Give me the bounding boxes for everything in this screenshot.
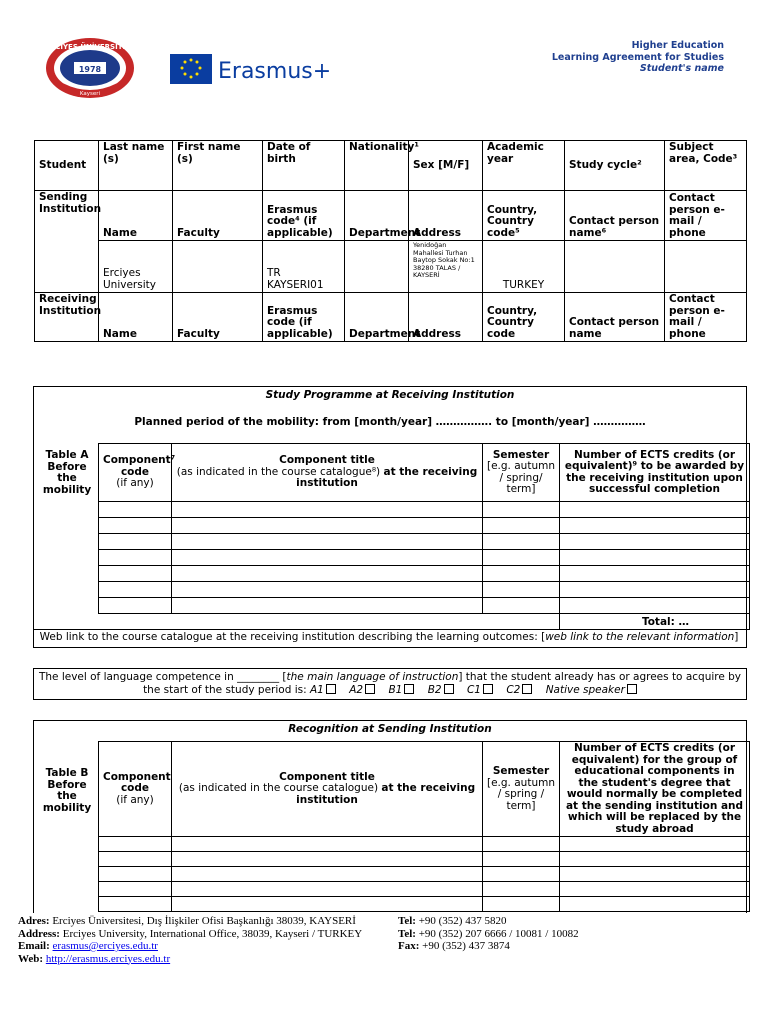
sending-col-country: Country, Country code⁵	[483, 191, 565, 241]
table-b-row-5-semester[interactable]	[483, 897, 560, 912]
table-a-col-ects: Number of ECTS credits (or equivalent)⁹ to be awarded by the receiving institution upon successful completion	[560, 444, 750, 502]
level-b1-label: B1	[388, 684, 403, 696]
table-b-col-title-note: (as indicated in the course catalogue)	[178, 782, 379, 795]
receiving-col-country: Country, Country code	[483, 293, 565, 342]
table-b-row-2-ects[interactable]	[560, 852, 750, 867]
table-b-col-code-label: Component code	[103, 770, 171, 795]
table-a-col-title	[172, 444, 483, 502]
footer-tel2: +90 (352) 207 6666 / 10081 / 10082	[418, 927, 579, 940]
sending-contact-name-value	[565, 241, 665, 293]
language-text-1: The level of language competence in ________ [	[38, 671, 287, 683]
table-a-row-2-semester[interactable]	[483, 518, 560, 534]
table-b-col-title-label: Component title	[279, 770, 375, 783]
table-a-col-code	[99, 444, 176, 502]
table-b-row-5-ects[interactable]	[560, 897, 750, 912]
level-a1-checkbox[interactable]	[326, 684, 336, 694]
sending-col-faculty: Faculty	[173, 191, 263, 241]
level-b2-label: B2	[427, 684, 442, 696]
level-a2-label: A2	[349, 684, 364, 696]
table-a-row-7-ects[interactable]	[560, 598, 750, 614]
table-b-row-1-semester[interactable]	[483, 837, 560, 852]
svg-text:Kayseri: Kayseri	[79, 91, 101, 97]
table-a-row-3-code[interactable]	[99, 534, 172, 550]
svg-text:1978: 1978	[78, 65, 102, 74]
student-info-table	[34, 140, 747, 342]
footer-address-label: Address:	[18, 927, 60, 940]
footer-email-label: Email:	[18, 940, 50, 952]
sending-contact-email-value	[665, 241, 747, 293]
sending-name-value: Erciyes University	[99, 241, 173, 293]
table-a-row-3-semester[interactable]	[483, 534, 560, 550]
level-b2-checkbox[interactable]	[444, 684, 454, 694]
svg-text:ERCİYES ÜNİVERSİTESİ: ERCİYES ÜNİVERSİTESİ	[45, 43, 135, 51]
sending-country-value: TURKEY	[483, 241, 565, 293]
table-a-row-5-semester[interactable]	[483, 566, 560, 582]
footer-web-link[interactable]: http://erasmus.erciyes.edu.tr	[45, 952, 171, 965]
sending-institution-label: Sending Institution	[35, 191, 99, 293]
table-b	[98, 741, 750, 912]
table-b-row-2-title[interactable]	[172, 852, 483, 867]
table-a-row-4-code[interactable]	[99, 550, 172, 566]
table-a-row-7-code[interactable]	[99, 598, 172, 614]
table-b-col-semester	[483, 742, 560, 837]
language-line-2	[34, 684, 746, 696]
receiving-col-address: Address	[409, 293, 483, 342]
footer-tel2-label: Tel:	[398, 927, 416, 940]
receiving-col-department: Department	[345, 293, 409, 342]
sending-col-contact-name: Contact person name⁶	[565, 191, 665, 241]
footer-left	[18, 915, 398, 965]
level-b1-checkbox[interactable]	[404, 684, 414, 694]
table-a-row-1-ects[interactable]	[560, 502, 750, 518]
language-line-1	[34, 671, 746, 683]
table-a-row-7-title[interactable]	[172, 598, 483, 614]
footer-adres: Erciyes Üniversitesi, Dış İlişkiler Ofisi Başkanlığı 38039, KAYSERİ	[52, 915, 356, 927]
table-b-row-1-ects[interactable]	[560, 837, 750, 852]
footer-right	[398, 915, 658, 953]
table-a-row-2-code[interactable]	[99, 518, 172, 534]
table-a-row-6-semester[interactable]	[483, 582, 560, 598]
footer-web-label: Web:	[18, 952, 44, 965]
footer-email-link[interactable]: erasmus@erciyes.edu.tr	[52, 940, 158, 952]
table-b-col-semester-note: [e.g. autumn / spring / term]	[487, 776, 555, 812]
table-a-row-3-title[interactable]	[172, 534, 483, 550]
table-a-row-3-ects[interactable]	[560, 534, 750, 550]
table-b-row-5-code[interactable]	[99, 897, 172, 912]
col-first-name: First name (s)	[173, 141, 263, 191]
table-b-row-3-ects[interactable]	[560, 867, 750, 882]
table-b-row-4-ects[interactable]	[560, 882, 750, 897]
sending-address-value: Yenidoğan Mahallesi Turhan Baytop Sokak No:1 38280 TALAS / KAYSERİ	[409, 241, 483, 293]
table-b-row-4-semester[interactable]	[483, 882, 560, 897]
header-line-2: Learning Agreement for Studies	[551, 51, 724, 63]
sending-col-name: Name	[99, 191, 173, 241]
col-nationality: Nationality¹	[345, 141, 409, 191]
level-c1-label: C1	[466, 684, 481, 696]
col-subject-area: Subject area, Code³	[665, 141, 747, 191]
table-b-row-1-title[interactable]	[172, 837, 483, 852]
table-b-row-4-code[interactable]	[99, 882, 172, 897]
level-native-label: Native speaker	[545, 684, 625, 696]
col-last-name: Last name (s)	[99, 141, 173, 191]
header-line-3: Student's name	[639, 63, 724, 74]
sending-department-value	[345, 241, 409, 293]
table-b-col-semester-label: Semester	[492, 765, 550, 777]
sending-col-contact-email: Contact person e-mail / phone	[665, 191, 747, 241]
table-a-row-5-title[interactable]	[172, 566, 483, 582]
receiving-col-faculty: Faculty	[173, 293, 263, 342]
level-a1-label: A1	[309, 684, 324, 696]
col-study-cycle: Study cycle²	[565, 141, 665, 191]
table-b-col-title-bold: at the receiving institution	[296, 782, 476, 806]
table-b-col-title	[172, 742, 483, 837]
receiving-col-erasmus-code: Erasmus code (if applicable)	[263, 293, 345, 342]
table-a-row-6-title[interactable]	[172, 582, 483, 598]
table-a-row-1-title[interactable]	[172, 502, 483, 518]
table-a-planned-period: Planned period of the mobility: from [month/year] ……………. to [month/year] ……………	[134, 416, 646, 428]
table-b-title: Recognition at Sending Institution	[288, 723, 492, 735]
student-label: Student	[35, 141, 99, 191]
table-b-row-4-title[interactable]	[172, 882, 483, 897]
table-a-total: Total: …	[560, 614, 750, 630]
table-b-row-2-code[interactable]	[99, 852, 172, 867]
receiving-institution-label: Receiving Institution	[35, 293, 99, 342]
table-a-row-6-code[interactable]	[99, 582, 172, 598]
level-c2-label: C2	[506, 684, 521, 696]
level-c1-checkbox[interactable]	[483, 684, 493, 694]
weblink-close: ]	[734, 631, 739, 643]
table-b-side-label: Table B Before the mobility	[42, 767, 92, 814]
language-text-2: the start of the study period is:	[143, 684, 310, 696]
level-a2-checkbox[interactable]	[365, 684, 375, 694]
sending-erasmus-code-value: TR KAYSERI01	[263, 241, 345, 293]
table-b-row-3-semester[interactable]	[483, 867, 560, 882]
receiving-col-contact-email: Contact person e-mail / phone	[665, 293, 747, 342]
table-a-row-4-title[interactable]	[172, 550, 483, 566]
level-c2-checkbox[interactable]	[522, 684, 532, 694]
table-a-weblink	[33, 629, 745, 646]
footer-adres-label: Adres:	[18, 915, 50, 927]
table-a-col-title-note: (as indicated in the course catalogue⁸)	[176, 465, 381, 478]
table-a-col-code-label: Component⁷ code	[103, 454, 176, 478]
col-academic-year: Academic year	[483, 141, 565, 191]
footer-fax-label: Fax:	[398, 940, 420, 952]
table-b-row-1-code[interactable]	[99, 837, 172, 852]
col-date-of-birth: Date of birth	[263, 141, 345, 191]
footer-tel1: +90 (352) 437 5820	[418, 915, 507, 927]
table-a-row-2-title[interactable]	[172, 518, 483, 534]
svg-text:Erasmus+: Erasmus+	[218, 59, 332, 84]
table-a-row-5-ects[interactable]	[560, 566, 750, 582]
weblink-text: Web link to the course catalogue at the receiving institution describing the learning outcomes: [	[39, 631, 546, 643]
table-a-row-5-code[interactable]	[99, 566, 172, 582]
table-a-row-1-code[interactable]	[99, 502, 172, 518]
sending-col-address: Address	[409, 191, 483, 241]
table-b-row-2-semester[interactable]	[483, 852, 560, 867]
footer-fax: +90 (352) 437 3874	[422, 940, 510, 952]
table-a-title: Study Programme at Receiving Institution	[265, 389, 515, 401]
table-b-col-ects: Number of ECTS credits (or equivalent) for the group of educational components in the student's degree that would normally be completed at the sending institution and which will be replaced by the study abroad	[560, 742, 750, 837]
table-a-row-6-ects[interactable]	[560, 582, 750, 598]
sending-faculty-value	[173, 241, 263, 293]
table-b-col-code-note: (if any)	[116, 793, 154, 806]
table-a-row-1-semester[interactable]	[483, 502, 560, 518]
footer-tel1-label: Tel:	[398, 915, 416, 927]
table-a-col-semester-label: Semester	[492, 448, 550, 461]
table-a-col-semester	[483, 444, 560, 502]
receiving-col-contact-name: Contact person name	[565, 293, 665, 342]
weblink-italic[interactable]: web link to the relevant information	[545, 631, 735, 643]
table-a-col-semester-note: [e.g. autumn / spring/ term]	[487, 460, 555, 495]
table-b-row-5-title[interactable]	[172, 897, 483, 912]
table-a-col-code-note: (if any)	[116, 477, 154, 490]
table-a-col-title-bold: at the receiving institution	[296, 465, 478, 490]
table-b-row-3-code[interactable]	[99, 867, 172, 882]
language-text-end: ] that the student already has or agrees to acquire by	[458, 671, 742, 683]
table-b-col-code	[99, 742, 172, 837]
table-a-row-2-ects[interactable]	[560, 518, 750, 534]
sending-col-erasmus-code: Erasmus code⁴ (if applicable)	[263, 191, 345, 241]
table-a	[98, 443, 750, 630]
sending-col-department: Department	[345, 191, 409, 241]
footer-address: Erciyes University, International Office, 38039, Kayseri / TURKEY	[62, 927, 363, 940]
table-a-row-4-ects[interactable]	[560, 550, 750, 566]
document-header	[464, 40, 724, 75]
level-native-checkbox[interactable]	[627, 684, 637, 694]
receiving-col-name: Name	[99, 293, 173, 342]
university-seal-logo	[44, 36, 136, 100]
erasmus-plus-logo	[170, 52, 332, 86]
table-a-row-7-semester[interactable]	[483, 598, 560, 614]
table-a-col-title-label: Component title	[279, 454, 375, 467]
language-text-italic: the main language of instruction	[286, 671, 459, 683]
col-sex: Sex [M/F]	[409, 141, 483, 191]
table-a-row-4-semester[interactable]	[483, 550, 560, 566]
header-line-1: Higher Education	[631, 40, 724, 51]
table-a-side-label: Table A Before the mobility	[42, 449, 92, 496]
table-b-row-3-title[interactable]	[172, 867, 483, 882]
